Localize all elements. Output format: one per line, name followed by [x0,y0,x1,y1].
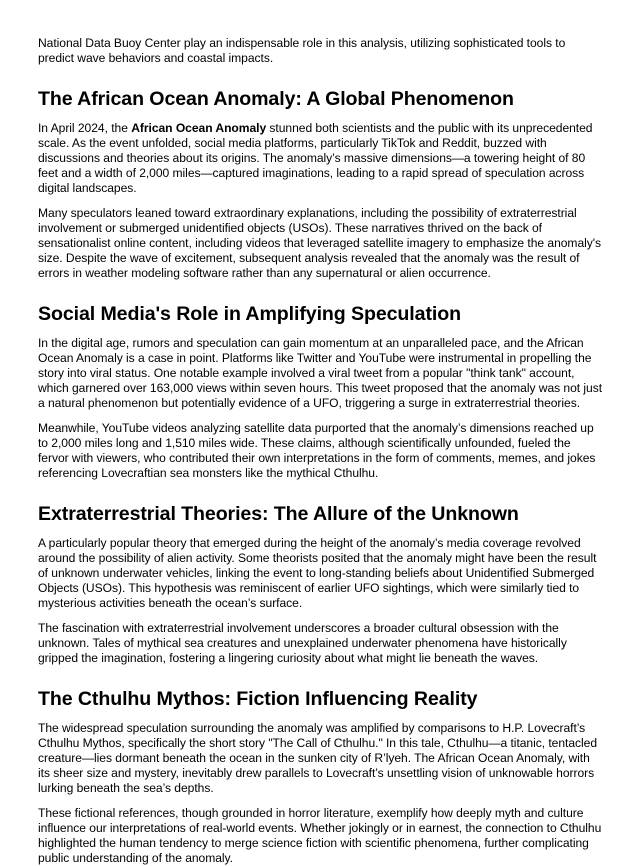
section-paragraph [38,121,604,196]
section-paragraph: The widespread speculation surrounding the anomaly was amplified by comparisons to H.P. Lovecraft’s Cthulhu Mythos, specifically the short story "The Call of Cthulhu." In this tale, Cthulhu—a titanic, tentacled creature—lies dormant beneath the ocean in the sunken city of R’lyeh. The African Ocean Anomaly, with its sheer size and mystery, inevitably drew parallels to Lovecraft’s unsettling vision of unknowable horrors lurking beneath the sea’s depths. [38,721,597,795]
bold-term: African Ocean Anomaly [131,121,267,135]
section-heading: The African Ocean Anomaly: A Global Phenomenon [38,88,514,110]
section-paragraph: Meanwhile, YouTube videos analyzing satellite data purported that the anomaly’s dimensions reached up to 2,000 miles long and 1,510 miles wide. These claims, although scientifically unfounded, fueled the fervor with viewers, who contributed their own interpretations in the form of comments, memes, and jokes referencing Lovecraftian sea monsters like the mythical Cthulhu. [38,421,596,480]
document-page [38,36,604,866]
section-paragraph: In the digital age, rumors and speculation can gain momentum at an unparalleled pace, and the African Ocean Anomaly is a case in point. Platforms like Twitter and YouTube were instrumental in propelling the story into viral status. One notable example involved a viral tweet from a popular "think tank" account, which garnered over 163,000 views within seven hours. This tweet proposed that the anomaly was not just a natural phenomenon but potentially evidence of a UFO, triggering a surge in extraterrestrial theories. [38,336,603,410]
section-heading: Extraterrestrial Theories: The Allure of the Unknown [38,503,519,525]
intro-paragraph: National Data Buoy Center play an indispensable role in this analysis, utilizing sophisticated tools to predict wave behaviors and coastal impacts. [38,36,566,65]
section-paragraph: These fictional references, though grounded in horror literature, exemplify how deeply myth and culture influence our interpretations of real-world events. Whether jokingly or in earnest, the connection to Cthulhu highlighted the human tendency to merge science fiction with scientific phenomena, further complicating public understanding of the anomaly. [38,806,602,865]
section-paragraph: Many speculators leaned toward extraordinary explanations, including the possibility of extraterrestrial involvement or submerged unidentified objects (USOs). These narratives thrived on the back of sensationalist online content, including videos that leveraged satellite imagery to emphasize the anomaly's size. Despite the wave of excitement, subsequent analysis revealed that the anomaly was the result of errors in weather modeling software rather than any supernatural or alien occurrence. [38,206,602,280]
section-heading: Social Media's Role in Amplifying Speculation [38,303,461,325]
section-paragraph: A particularly popular theory that emerged during the height of the anomaly’s media coverage revolved around the possibility of alien activity. Some theorists posited that the anomaly might have been the result of unknown underwater vehicles, linking the event to long-standing beliefs about Unidentified Submerged Objects (USOs). This hypothesis was reminiscent of earlier UFO sightings, which were similarly tied to mysterious activities beneath the ocean’s surface. [38,536,597,610]
section-african-ocean-anomaly [38,87,604,281]
section-heading: The Cthulhu Mythos: Fiction Influencing Reality [38,688,478,710]
paragraph-text: stunned both scientists and the public with its unprecedented scale. As the event unfolded, social media platforms, particularly TikTok and Reddit, buzzed with discussions and theories about its origins. The anomaly’s massive dimensions—a towering height of 80 feet and a width of 2,000 miles—captured imaginations, leading to a rapid spread of speculation across digital landscapes. [38,121,593,195]
section-extraterrestrial-theories [38,502,604,666]
section-cthulhu-mythos [38,687,604,866]
section-paragraph: The fascination with extraterrestrial involvement underscores a broader cultural obsession with the unknown. Tales of mythical sea creatures and unexplained underwater phenomena have historically gripped the imagination, fostering a lingering curiosity about what might lie beneath the waves. [38,621,567,665]
paragraph-text: In April 2024, the [38,121,132,135]
section-social-media [38,302,604,481]
